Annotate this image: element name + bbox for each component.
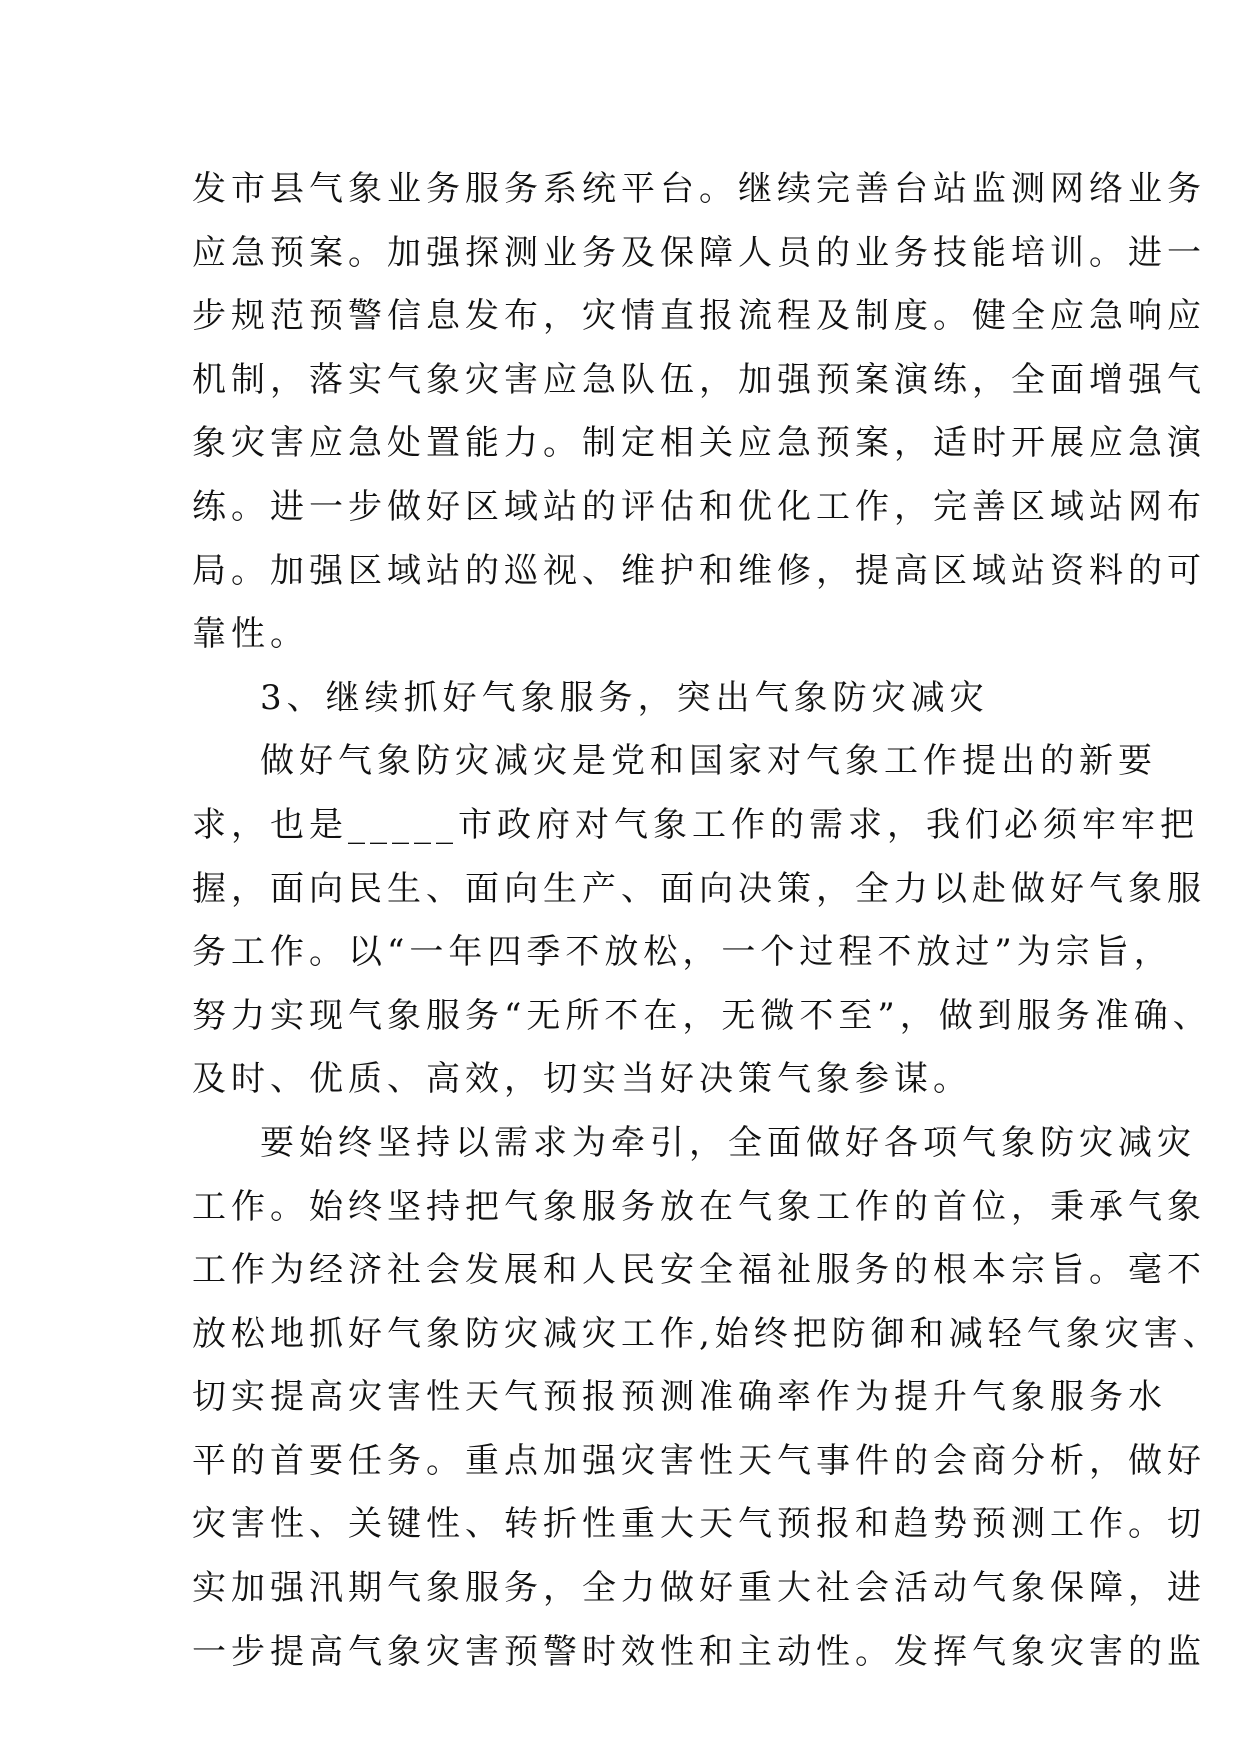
text-line: 握，面向民生、面向生产、面向决策，全力以赴做好气象服 — [192, 868, 1206, 909]
text-line: 步规范预警信息发布，灾情直报流程及制度。健全应急响应 — [192, 296, 1206, 337]
text-line: 及时、优质、高效，切实当好决策气象参谋。 — [192, 1059, 972, 1100]
section-heading — [192, 667, 1058, 731]
text-line: 要始终坚持以需求为牵引，全面做好各项气象防灾减灾 — [260, 1122, 1196, 1163]
text-line: 切实提高灾害性天气预报预测准确率作为提升气象服务水 — [192, 1377, 1167, 1418]
text-line: 一步提高气象灾害预警时效性和主动性。发挥气象灾害的监 — [192, 1631, 1206, 1672]
text-line: 做好气象防灾减灾是党和国家对气象工作提出的新要 — [260, 741, 1157, 782]
text-line: 靠性。 — [192, 614, 309, 655]
text-line: 放松地抓好气象防灾减灾工作,始终把防御和减轻气象灾害、 — [192, 1313, 1222, 1354]
text-line: 发市县气象业务服务系统平台。继续完善台站监测网络业务 — [192, 169, 1206, 209]
text-line: 平的首要任务。重点加强灾害性天气事件的会商分析，做好 — [192, 1440, 1206, 1481]
text-line: 机制，落实气象灾害应急队伍，加强预案演练，全面增强气 — [192, 359, 1206, 400]
text-line: 练。进一步做好区域站的评估和优化工作，完善区域站网布 — [192, 486, 1206, 527]
text-line: 求，也是_____市政府对气象工作的需求，我们必须牢牢把 — [192, 804, 1199, 845]
text-line: 局。加强区域站的巡视、维护和维修，提高区域站资料的可 — [192, 550, 1206, 591]
text-line: 应急预案。加强探测业务及保障人员的业务技能培训。进一 — [192, 232, 1206, 273]
text-line: 工作。始终坚持把气象服务放在气象工作的首位，秉承气象 — [192, 1186, 1206, 1227]
paragraph-p1 — [192, 158, 1206, 667]
text-line: 工作为经济社会发展和人民安全福祉服务的根本宗旨。毫不 — [192, 1250, 1206, 1291]
paragraph-p3 — [192, 1112, 1222, 1684]
paragraph-p2 — [192, 730, 1212, 1112]
heading-text: 3、继续抓好气象服务，突出气象防灾减灾 — [260, 677, 989, 718]
text-line: 务工作。以“一年四季不放松，一个过程不放过”为宗旨， — [192, 932, 1173, 973]
text-line: 实加强汛期气象服务，全力做好重大社会活动气象保障，进 — [192, 1568, 1206, 1609]
text-line: 灾害性、关键性、转折性重大天气预报和趋势预测工作。切 — [192, 1504, 1206, 1545]
text-line: 象灾害应急处置能力。制定相关应急预案，适时开展应急演 — [192, 423, 1206, 464]
document-page — [192, 158, 1222, 1684]
text-line: 努力实现气象服务“无所不在，无微不至”，做到服务准确、 — [192, 995, 1212, 1036]
